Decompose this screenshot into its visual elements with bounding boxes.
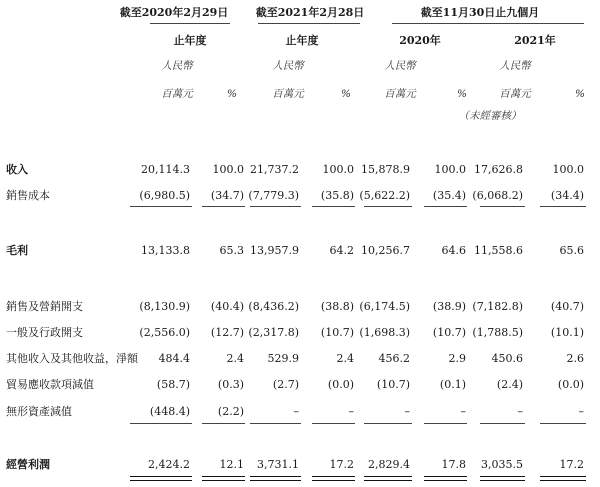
subtotal-rule bbox=[250, 423, 301, 424]
amount-cell: (58.7) bbox=[156, 378, 190, 391]
amount-cell: 13,133.8 bbox=[141, 244, 190, 257]
amount-cell: 2,424.2 bbox=[148, 458, 190, 471]
row-label: 一般及行政開支 bbox=[6, 326, 83, 339]
percent-cell: (0.1) bbox=[439, 378, 466, 391]
percent-cell: (35.4) bbox=[432, 189, 466, 202]
amount-cell: (2,317.8) bbox=[248, 326, 299, 339]
amount-cell: (5,622.2) bbox=[359, 189, 410, 202]
year-end-label-2: 止年度 bbox=[285, 34, 319, 47]
amount-cell: – bbox=[404, 405, 410, 418]
percent-cell: 100.0 bbox=[322, 163, 354, 176]
row-label: 無形資產減值 bbox=[6, 405, 72, 418]
percent-cell: (0.3) bbox=[217, 378, 244, 391]
period-header-fy2020: 截至2020年2月29日 bbox=[119, 6, 229, 19]
amount-cell: 3,035.5 bbox=[481, 458, 523, 471]
total-double-rule-top bbox=[540, 476, 586, 477]
percent-cell: (40.4) bbox=[210, 300, 244, 313]
unaudited-note: （未經審核） bbox=[458, 110, 522, 122]
amount-cell: (7,779.3) bbox=[248, 189, 299, 202]
header-underline-2 bbox=[258, 23, 360, 24]
total-double-rule-bottom bbox=[480, 480, 525, 481]
amount-cell: 13,957.9 bbox=[250, 244, 299, 257]
currency-label: 人民幣 bbox=[161, 60, 193, 72]
total-double-rule-top bbox=[130, 476, 192, 477]
total-double-rule-bottom bbox=[312, 480, 355, 481]
percent-cell: (2.2) bbox=[217, 405, 244, 418]
percent-label: % bbox=[575, 88, 585, 100]
percent-cell: (38.8) bbox=[320, 300, 354, 313]
total-double-rule-top bbox=[202, 476, 245, 477]
row-label: 其他收入及其他收益，淨額 bbox=[6, 352, 138, 365]
unit-label: 百萬元 bbox=[384, 88, 416, 100]
amount-cell: (10.7) bbox=[376, 378, 410, 391]
period-header-nine-months: 截至11月30日止九個月 bbox=[420, 6, 540, 19]
amount-cell: 17,626.8 bbox=[474, 163, 523, 176]
currency-label: 人民幣 bbox=[384, 60, 416, 72]
percent-label: % bbox=[341, 88, 351, 100]
subtotal-rule bbox=[480, 206, 525, 207]
total-double-rule-bottom bbox=[540, 480, 586, 481]
subtotal-rule bbox=[312, 206, 355, 207]
period-header-fy2021: 截至2021年2月28日 bbox=[255, 6, 365, 19]
percent-cell: 2.9 bbox=[448, 352, 466, 365]
subtotal-rule bbox=[130, 206, 192, 207]
row-label: 銷售成本 bbox=[6, 189, 50, 202]
amount-cell: (6,174.5) bbox=[359, 300, 410, 313]
percent-cell: (38.9) bbox=[432, 300, 466, 313]
percent-cell: (10.7) bbox=[432, 326, 466, 339]
subtotal-rule bbox=[364, 206, 412, 207]
percent-cell: 2.4 bbox=[226, 352, 244, 365]
percent-cell: 2.4 bbox=[336, 352, 354, 365]
amount-cell: (6,068.2) bbox=[472, 189, 523, 202]
total-double-rule-top bbox=[250, 476, 301, 477]
percent-cell: 100.0 bbox=[434, 163, 466, 176]
total-double-rule-bottom bbox=[250, 480, 301, 481]
amount-cell: 484.4 bbox=[158, 352, 190, 365]
percent-cell: (40.7) bbox=[550, 300, 584, 313]
percent-cell: – bbox=[348, 405, 354, 418]
currency-label: 人民幣 bbox=[272, 60, 304, 72]
year-2021-label: 2021年 bbox=[514, 34, 556, 47]
subtotal-rule bbox=[312, 423, 355, 424]
subtotal-rule bbox=[540, 206, 586, 207]
amount-cell: (448.4) bbox=[149, 405, 190, 418]
percent-cell: (34.7) bbox=[210, 189, 244, 202]
total-double-rule-top bbox=[480, 476, 525, 477]
year-end-label-1: 止年度 bbox=[173, 34, 207, 47]
subtotal-rule bbox=[480, 423, 525, 424]
amount-cell: 450.6 bbox=[491, 352, 523, 365]
total-double-rule-bottom bbox=[130, 480, 192, 481]
subtotal-rule bbox=[424, 423, 467, 424]
percent-cell: 17.2 bbox=[329, 458, 354, 471]
row-label: 毛利 bbox=[6, 244, 28, 257]
subtotal-rule bbox=[202, 206, 245, 207]
total-double-rule-top bbox=[424, 476, 467, 477]
total-double-rule-bottom bbox=[364, 480, 412, 481]
header-underline-1 bbox=[150, 23, 230, 24]
amount-cell: 21,737.2 bbox=[250, 163, 299, 176]
amount-cell: 20,114.3 bbox=[141, 163, 190, 176]
amount-cell: (8,130.9) bbox=[139, 300, 190, 313]
percent-cell: (10.1) bbox=[550, 326, 584, 339]
amount-cell: (2.4) bbox=[496, 378, 523, 391]
unit-label: 百萬元 bbox=[272, 88, 304, 100]
percent-cell: (0.0) bbox=[557, 378, 584, 391]
amount-cell: – bbox=[293, 405, 299, 418]
subtotal-rule bbox=[202, 423, 245, 424]
amount-cell: (1,788.5) bbox=[472, 326, 523, 339]
percent-cell: 100.0 bbox=[212, 163, 244, 176]
percent-cell: – bbox=[578, 405, 584, 418]
percent-label: % bbox=[457, 88, 467, 100]
amount-cell: (6,980.5) bbox=[139, 189, 190, 202]
row-label: 收入 bbox=[6, 163, 28, 176]
year-2020-label: 2020年 bbox=[399, 34, 441, 47]
percent-cell: 64.6 bbox=[441, 244, 466, 257]
subtotal-rule bbox=[130, 423, 192, 424]
percent-cell: 65.6 bbox=[559, 244, 584, 257]
amount-cell: 11,558.6 bbox=[474, 244, 523, 257]
amount-cell: 2,829.4 bbox=[368, 458, 410, 471]
percent-cell: 100.0 bbox=[552, 163, 584, 176]
percent-cell: (0.0) bbox=[327, 378, 354, 391]
total-double-rule-top bbox=[364, 476, 412, 477]
total-double-rule-bottom bbox=[424, 480, 467, 481]
percent-cell: (34.4) bbox=[550, 189, 584, 202]
subtotal-rule bbox=[424, 206, 467, 207]
percent-cell: – bbox=[460, 405, 466, 418]
amount-cell: 3,731.1 bbox=[257, 458, 299, 471]
subtotal-rule bbox=[364, 423, 412, 424]
percent-cell: 12.1 bbox=[219, 458, 244, 471]
row-label: 銷售及營銷開支 bbox=[6, 300, 83, 313]
amount-cell: 10,256.7 bbox=[361, 244, 410, 257]
amount-cell: (8,436.2) bbox=[248, 300, 299, 313]
unit-label: 百萬元 bbox=[499, 88, 531, 100]
unit-label: 百萬元 bbox=[161, 88, 193, 100]
percent-cell: (35.8) bbox=[320, 189, 354, 202]
row-label: 貿易應收款項減值 bbox=[6, 378, 94, 391]
percent-label: % bbox=[227, 88, 237, 100]
subtotal-rule bbox=[540, 423, 586, 424]
amount-cell: (1,698.3) bbox=[359, 326, 410, 339]
percent-cell: (10.7) bbox=[320, 326, 354, 339]
percent-cell: 64.2 bbox=[329, 244, 354, 257]
subtotal-rule bbox=[250, 206, 301, 207]
percent-cell: 17.2 bbox=[559, 458, 584, 471]
percent-cell: 65.3 bbox=[219, 244, 244, 257]
percent-cell: (12.7) bbox=[210, 326, 244, 339]
total-double-rule-top bbox=[312, 476, 355, 477]
header-underline-3 bbox=[392, 23, 584, 24]
amount-cell: (2,556.0) bbox=[139, 326, 190, 339]
percent-cell: 17.8 bbox=[441, 458, 466, 471]
amount-cell: – bbox=[517, 405, 523, 418]
amount-cell: 529.9 bbox=[267, 352, 299, 365]
currency-label: 人民幣 bbox=[499, 60, 531, 72]
total-double-rule-bottom bbox=[202, 480, 245, 481]
row-label: 經營利潤 bbox=[6, 458, 50, 471]
percent-cell: 2.6 bbox=[566, 352, 584, 365]
amount-cell: (2.7) bbox=[272, 378, 299, 391]
amount-cell: 15,878.9 bbox=[361, 163, 410, 176]
amount-cell: (7,182.8) bbox=[472, 300, 523, 313]
amount-cell: 456.2 bbox=[378, 352, 410, 365]
